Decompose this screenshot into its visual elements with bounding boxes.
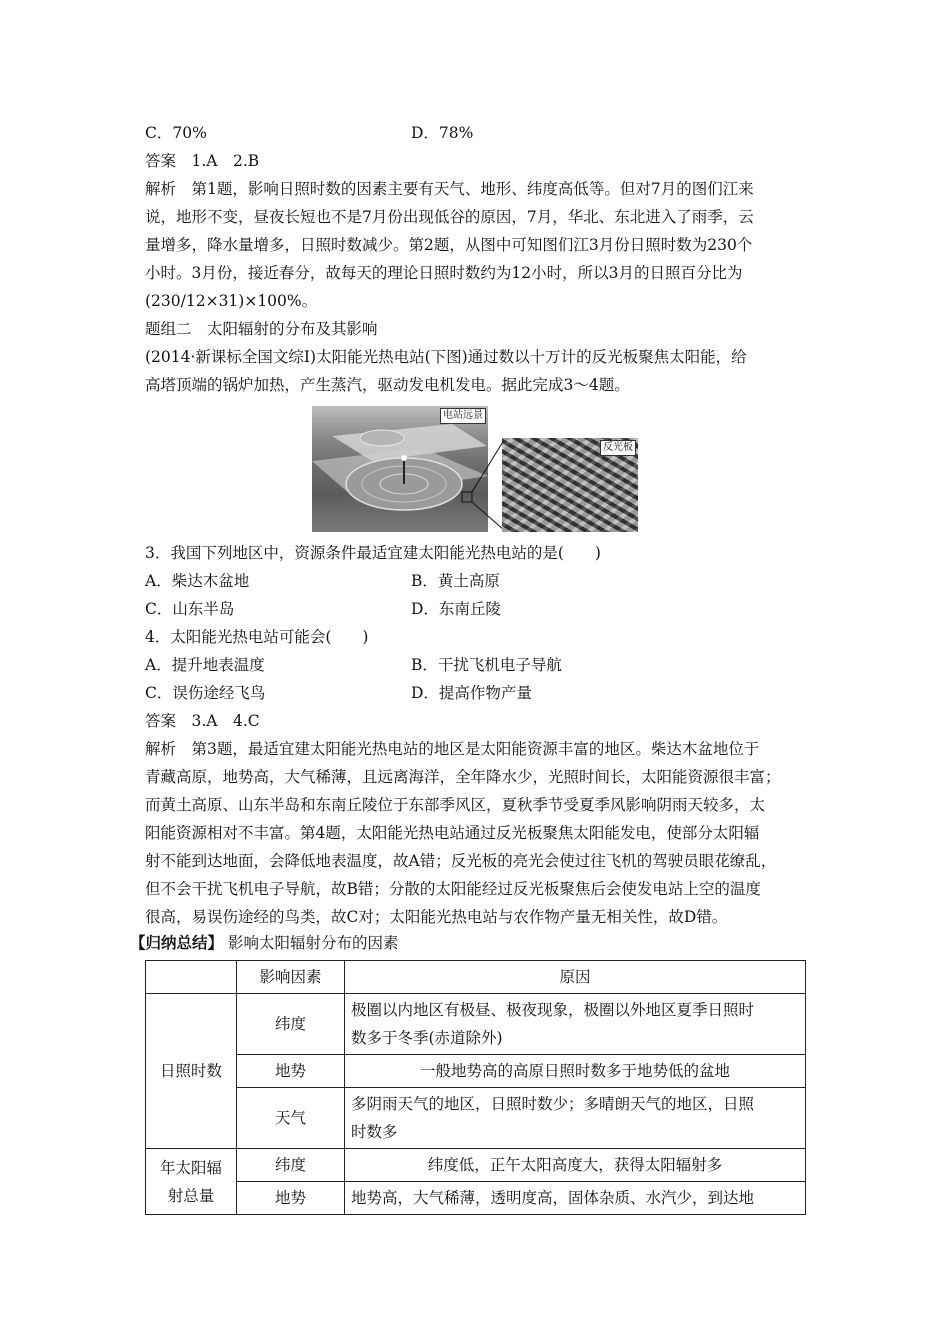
q3-option-c: C．山东半岛: [145, 600, 235, 618]
summary-tag: 【归纳总结】: [130, 933, 224, 952]
header-empty-cell: [146, 961, 237, 994]
option-c-prev: C．70%: [145, 124, 207, 142]
label-mirror: 反光板: [600, 440, 636, 456]
option-d-prev: D．78%: [411, 124, 474, 142]
factor-cell: 天气: [237, 1088, 345, 1149]
reason-cell: [345, 1088, 806, 1149]
q4-option-a: A．提升地表温度: [145, 656, 265, 674]
label-far-view: 电站远景: [440, 408, 486, 424]
answer-1-2: 答案 1.A 2.B: [145, 152, 260, 170]
reason-line: 多阴雨天气的地区，日照时数少；多晴朗天气的地区，日照: [351, 1095, 755, 1113]
reflector-closeup-photo: [502, 438, 638, 532]
group-title: 题组二 太阳辐射的分布及其影响: [145, 320, 378, 338]
header-reason: 原因: [345, 961, 806, 994]
reason-cell: [345, 994, 806, 1055]
reason-cell: 一般地势高的高原日照时数多于地势低的盆地: [345, 1055, 806, 1088]
analysis-line: (230/12×31)×100%。: [145, 292, 318, 310]
group-sunshine-hours: 日照时数: [146, 994, 237, 1149]
solar-station-figure: [312, 404, 640, 532]
reason-line: 数多于冬季(赤道除外): [351, 1029, 503, 1047]
factor-cell: 纬度: [237, 994, 345, 1055]
group-label-line: 射总量: [167, 1186, 215, 1205]
factor-cell: 纬度: [237, 1149, 345, 1182]
header-factor: 影响因素: [237, 961, 345, 994]
question-3-stem: 3．我国下列地区中，资源条件最适宜建太阳能光热电站的是( ): [145, 544, 601, 562]
group-annual-radiation: [146, 1149, 237, 1215]
table-row: [146, 1088, 806, 1149]
q4-option-d: D．提高作物产量: [411, 684, 532, 702]
factors-table: [145, 960, 806, 1215]
analysis-line: 小时。3月份，接近春分，故每天的理论日照时数约为12小时，所以3月的日照百分比为: [145, 264, 743, 282]
factor-cell: 地势: [237, 1055, 345, 1088]
question-4-stem: 4．太阳能光热电站可能会( ): [145, 628, 369, 646]
station-aerial-drawing: [312, 406, 488, 532]
q4-option-c: C．误伤途经飞鸟: [145, 684, 266, 702]
reason-line: 时数多: [351, 1123, 398, 1141]
zoom-connector: [472, 438, 506, 532]
q3-option-b: B．黄土高原: [411, 572, 500, 590]
q3-option-a: A．柴达木盆地: [145, 572, 250, 590]
reason-line: 极圈以内地区有极昼、极夜现象，极圈以外地区夏季日照时: [351, 1001, 755, 1019]
answer-3-4: 答案 3.A 4.C: [145, 712, 260, 730]
table-row: [146, 994, 806, 1055]
analysis-line: 量增多，降水量增多，日照时数减少。第2题，从图中可知图们江3月份日照时数为230个: [145, 236, 753, 254]
analysis-line: 很高，易误伤途经的鸟类，故C对；太阳能光热电站与农作物产量无相关性，故D错。: [145, 908, 728, 926]
q3-option-d: D．东南丘陵: [411, 600, 501, 618]
table-header-row: [146, 961, 806, 994]
analysis-line: 解析 第1题，影响日照时数的因素主要有天气、地形、纬度高低等。但对7月的图们江来: [145, 180, 754, 198]
intro-line: (2014·新课标全国文综Ⅰ)太阳能光热电站(下图)通过数以十万计的反光板聚焦太阳能，给: [145, 348, 747, 366]
summary-title: 影响太阳辐射分布的因素: [227, 934, 399, 952]
table-row: [146, 1149, 806, 1182]
factor-cell: 地势: [237, 1182, 345, 1215]
q4-option-b: B．干扰飞机电子导航: [411, 656, 562, 674]
analysis-line: 说，地形不变，昼夜长短也不是7月份出现低谷的原因，7月，华北、东北进入了雨季，云: [145, 208, 754, 226]
reason-cell: 地势高，大气稀薄，透明度高，固体杂质、水汽少，到达地: [345, 1182, 806, 1215]
analysis-line: 阳能资源相对不丰富。第4题，太阳能光热电站通过反光板聚焦太阳能发电，使部分太阳辐: [145, 824, 760, 842]
station-aerial-photo: [312, 406, 488, 532]
analysis-line: 解析 第3题，最适宜建太阳能光热电站的地区是太阳能资源丰富的地区。柴达木盆地位于: [145, 740, 760, 758]
analysis-line: 而黄土高原、山东半岛和东南丘陵位于东部季风区，夏秋季节受夏季风影响阴雨天较多，太: [145, 796, 766, 814]
analysis-line: 射不能到达地面，会降低地表温度，故A错；反光板的亮光会使过往飞机的驾驶员眼花缭乱，: [145, 852, 777, 870]
analysis-line: 青藏高原，地势高，大气稀薄，且远离海洋，全年降水少，光照时间长，太阳能资源很丰富；: [145, 768, 781, 786]
table-row: [146, 1182, 806, 1215]
analysis-line: 但不会干扰飞机电子导航，故B错；分散的太阳能经过反光板聚焦后会使发电站上空的温度: [145, 880, 761, 898]
reason-cell: 纬度低，正午太阳高度大，获得太阳辐射多: [345, 1149, 806, 1182]
group-label-line: 年太阳辐: [159, 1158, 222, 1177]
summary-heading: [130, 933, 398, 953]
intro-line: 高塔顶端的锅炉加热，产生蒸汽，驱动发电机发电。据此完成3～4题。: [145, 376, 630, 394]
table-row: [146, 1055, 806, 1088]
